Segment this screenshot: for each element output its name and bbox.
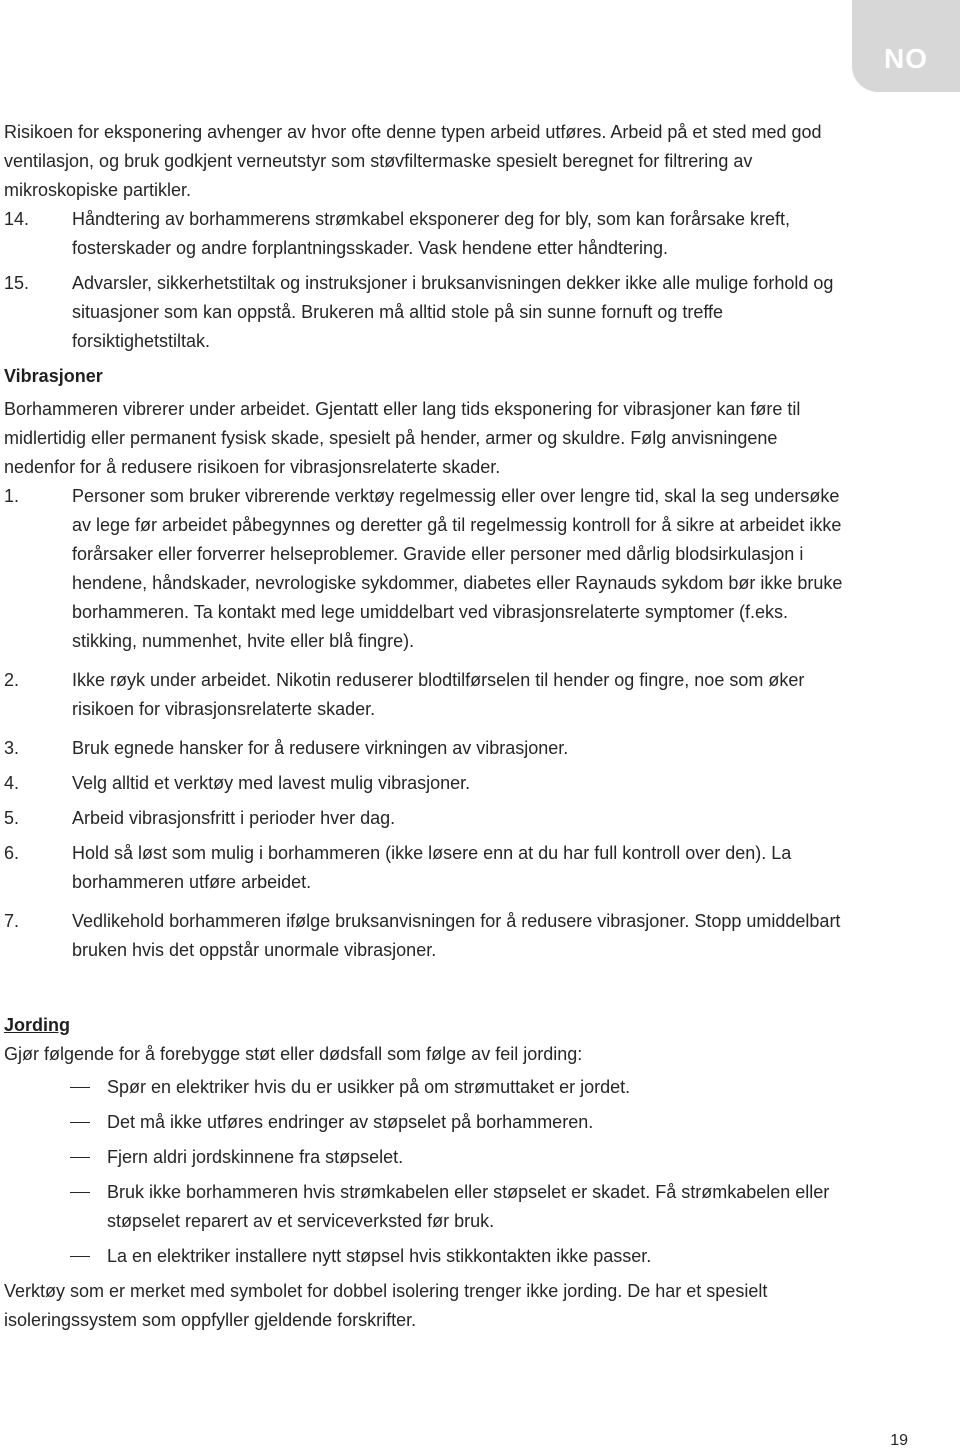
- jording-heading: Jording: [4, 1015, 70, 1035]
- jording-bullet: [4, 1108, 844, 1137]
- dash-marker: [70, 1157, 90, 1158]
- item-text: Arbeid vibrasjonsfritt i perioder hver dag.: [72, 808, 396, 828]
- vib-item-5: [4, 804, 844, 833]
- bullet-text: Bruk ikke borhammeren hvis strømkabelen eller støpselet er skadet. Få strømkabelen eller støpselet reparert av et serviceverksted før bruk.: [107, 1182, 830, 1231]
- jording-bullet: [4, 1242, 844, 1271]
- dash-marker: [70, 1256, 90, 1257]
- item-number: 2.: [4, 670, 20, 690]
- item-number: 7.: [4, 911, 20, 931]
- vib-item-6: [4, 839, 844, 897]
- item-text: Ikke røyk under arbeidet. Nikotin reduserer blodtilførselen til hender og fingre, noe som øker risikoen for vibrasjonsrelaterte skader.: [72, 670, 805, 719]
- vib-item-7: [4, 907, 844, 965]
- page-number: 19: [890, 1432, 908, 1449]
- bullet-text: La en elektriker installere nytt støpsel hvis stikkontakten ikke passer.: [107, 1246, 652, 1266]
- item-number: 15.: [4, 273, 30, 293]
- item-text: Bruk egnede hansker for å redusere virkningen av vibrasjoner.: [72, 738, 569, 758]
- jording-bullet: [4, 1143, 844, 1172]
- item-text: Håndtering av borhammerens strømkabel eksponerer deg for bly, som kan forårsake kreft, fosterskader og andre forplantningsskader. Vask hendene etter håndtering.: [72, 209, 790, 258]
- dash-marker: [70, 1087, 90, 1088]
- item-number: 14.: [4, 209, 30, 229]
- vibrasjoner-intro: Borhammeren vibrerer under arbeidet. Gjentatt eller lang tids eksponering for vibrasjoner kan føre til midlertidig eller permanent fysisk skade, spesielt på hender, armer og skuldre. Følg anvisningene nedenfor for å redusere risikoen for vibrasjonsrelaterte skader.: [4, 399, 801, 477]
- language-code: NO: [884, 43, 928, 74]
- jording-bullet: [4, 1073, 844, 1102]
- item-text: Personer som bruker vibrerende verktøy regelmessig eller over lengre tid, skal la seg undersøke av lege før arbeidet påbegynnes og deretter gå til regelmessig kontroll for å sikre at arbeidet ikke forårsaker eller forverrer helseproblemer. Gravide eller personer med dårlig blodsirkulasjon i hendene, håndskader, nevrologiske sykdommer, diabetes eller Raynauds sykdom bør ikke bruke borhammeren. Ta kontakt med lege umiddelbart ved vibrasjonsrelaterte symptomer (f.eks. stikking, nummenhet, hvite eller blå fingre).: [72, 486, 843, 651]
- item-text: Vedlikehold borhammeren ifølge bruksanvisningen for å redusere vibrasjoner. Stopp umiddelbart bruken hvis det oppstår unormale vibrasjoner.: [72, 911, 841, 960]
- jording-bullet: [4, 1178, 844, 1236]
- item-number: 1.: [4, 486, 20, 506]
- item-text: Velg alltid et verktøy med lavest mulig vibrasjoner.: [72, 773, 471, 793]
- list-item-14: [4, 205, 844, 263]
- vibrasjoner-heading: Vibrasjoner: [4, 366, 103, 386]
- dash-marker: [70, 1192, 90, 1193]
- list-item-15: [4, 269, 844, 356]
- vib-item-4: [4, 769, 844, 798]
- jording-outro: Verktøy som er merket med symbolet for dobbel isolering trenger ikke jording. De har et spesielt isoleringssystem som oppfyller gjeldende forskrifter.: [4, 1281, 768, 1330]
- intro-paragraph: Risikoen for eksponering avhenger av hvor ofte denne typen arbeid utføres. Arbeid på et sted med god ventilasjon, og bruk godkjent verneutstyr som støvfiltermaske spesielt beregnet for filtrering av mikroskopiske partikler.: [4, 122, 822, 200]
- vib-item-2: [4, 666, 844, 724]
- item-number: 4.: [4, 773, 20, 793]
- dash-marker: [70, 1122, 90, 1123]
- page-content: [4, 118, 844, 1335]
- bullet-text: Spør en elektriker hvis du er usikker på om strømuttaket er jordet.: [107, 1077, 631, 1097]
- jording-intro: Gjør følgende for å forebygge støt eller dødsfall som følge av feil jording:: [4, 1044, 583, 1064]
- vib-item-1: [4, 482, 844, 656]
- item-number: 3.: [4, 738, 20, 758]
- bullet-text: Fjern aldri jordskinnene fra støpselet.: [107, 1147, 404, 1167]
- item-number: 5.: [4, 808, 20, 828]
- bullet-text: Det må ikke utføres endringer av støpselet på borhammeren.: [107, 1112, 594, 1132]
- vib-item-3: [4, 734, 844, 763]
- item-text: Hold så løst som mulig i borhammeren (ikke løsere enn at du har full kontroll over den). La borhammeren utføre arbeidet.: [72, 843, 792, 892]
- language-tab: [852, 0, 960, 92]
- item-text: Advarsler, sikkerhetstiltak og instruksjoner i bruksanvisningen dekker ikke alle mulige forhold og situasjoner som kan oppstå. Brukeren må alltid stole på sin sunne fornuft og treffe forsiktighetstiltak.: [72, 273, 834, 351]
- item-number: 6.: [4, 843, 20, 863]
